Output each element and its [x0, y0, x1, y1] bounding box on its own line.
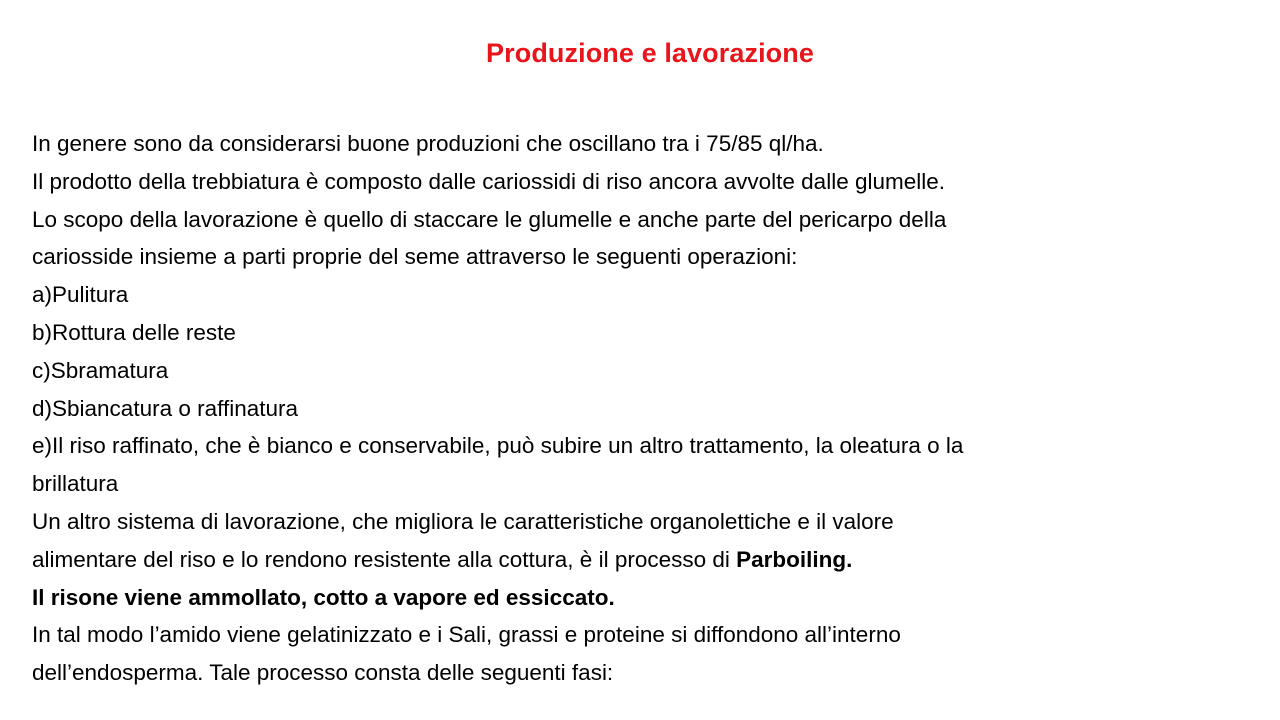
parboiling-intro-text: alimentare del riso e lo rendono resistente alla cottura, è il processo di [32, 546, 737, 572]
list-item-sbiancatura: d)Sbiancatura o raffinatura [32, 395, 299, 421]
paragraph-gelatinization-line-2: dell’endosperma. Tale processo consta delle seguenti fasi: [32, 660, 614, 686]
parboiling-term: Parboiling. [736, 546, 853, 572]
paragraph-production-yield: In genere sono da considerarsi buone produzioni che oscillano tra i 75/85 ql/ha. [32, 131, 824, 156]
list-item-sbramatura: c)Sbramatura [32, 357, 169, 383]
list-item-pulitura: a)Pulitura [32, 282, 129, 308]
paragraph-risone-steps: Il risone viene ammollato, cotto a vapore ed essiccato. [32, 584, 615, 610]
paragraph-parboiling-line-1: Un altro sistema di lavorazione, che migliora le caratteristiche organolettiche e il valore [32, 508, 894, 534]
paragraph-processing-goal-line-2: cariosside insieme a parti proprie del seme attraverso le seguenti operazioni: [32, 244, 798, 270]
paragraph-threshing-product: Il prodotto della trebbiatura è composto dalle cariossidi di riso ancora avvolte dalle glumelle. [32, 168, 945, 194]
paragraph-processing-goal-line-1: Lo scopo della lavorazione è quello di staccare le glumelle e anche parte del pericarpo della [32, 206, 947, 232]
paragraph-parboiling-line-2 [32, 541, 1272, 579]
slide-title: Produzione e lavorazione [486, 38, 814, 68]
list-item-riso-raffinato-line-2: brillatura [32, 471, 119, 497]
slide-body [32, 125, 1272, 692]
list-item-riso-raffinato-line-1: e)Il riso raffinato, che è bianco e conservabile, può subire un altro trattamento, la oleatura o la [32, 433, 964, 459]
paragraph-gelatinization-line-1: In tal modo l’amido viene gelatinizzato e i Sali, grassi e proteine si diffondono all’interno [32, 622, 901, 648]
list-item-rottura-reste: b)Rottura delle reste [32, 319, 236, 345]
